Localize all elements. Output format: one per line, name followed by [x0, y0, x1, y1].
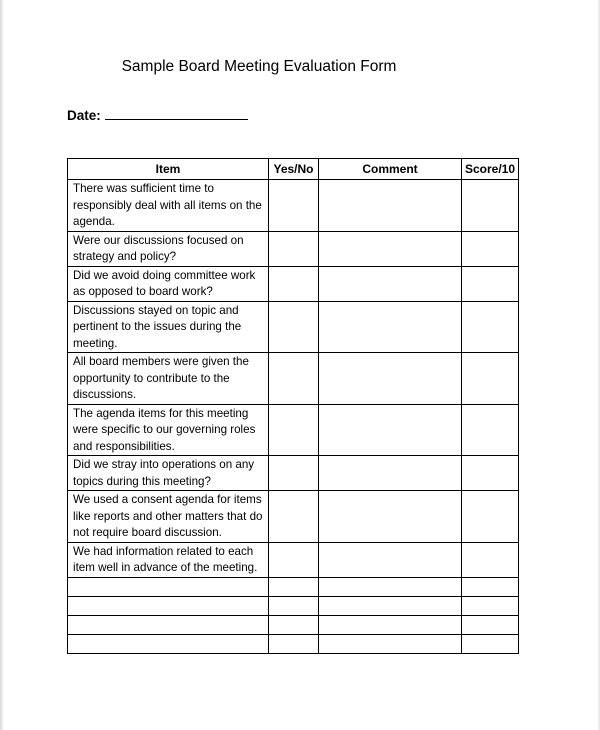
blank-row	[68, 596, 519, 615]
header-item: Item	[68, 159, 269, 180]
table-row	[68, 231, 519, 266]
table-header-row	[68, 159, 519, 180]
table-row	[68, 542, 519, 577]
blank-cell	[269, 634, 319, 653]
blank-row	[68, 615, 519, 634]
item-cell: Did we avoid doing committee work as opposed to board work?	[68, 266, 269, 301]
item-cell: We used a consent agenda for items like reports and other matters that do not require board discussion.	[68, 491, 269, 543]
comment-cell	[319, 266, 462, 301]
score-cell	[462, 404, 519, 456]
table-row	[68, 353, 519, 405]
date-label: Date:	[67, 108, 101, 123]
item-cell: All board members were given the opportunity to contribute to the discussions.	[68, 353, 269, 405]
date-blank-line	[105, 106, 248, 120]
blank-cell	[68, 615, 269, 634]
blank-cell	[269, 577, 319, 596]
yes-no-cell	[269, 180, 319, 232]
table-row	[68, 301, 519, 353]
item-cell: We had information related to each item well in advance of the meeting.	[68, 542, 269, 577]
comment-cell	[319, 301, 462, 353]
comment-cell	[319, 404, 462, 456]
blank-cell	[462, 596, 519, 615]
score-cell	[462, 542, 519, 577]
comment-cell	[319, 353, 462, 405]
comment-cell	[319, 542, 462, 577]
yes-no-cell	[269, 301, 319, 353]
blank-cell	[319, 615, 462, 634]
blank-cell	[68, 634, 269, 653]
comment-cell	[319, 491, 462, 543]
blank-cell	[462, 615, 519, 634]
header-comment: Comment	[319, 159, 462, 180]
item-cell: Discussions stayed on topic and pertinent to the issues during the meeting.	[68, 301, 269, 353]
yes-no-cell	[269, 456, 319, 491]
blank-cell	[319, 634, 462, 653]
blank-cell	[462, 577, 519, 596]
blank-cell	[269, 596, 319, 615]
score-cell	[462, 180, 519, 232]
table-row	[68, 266, 519, 301]
comment-cell	[319, 231, 462, 266]
score-cell	[462, 301, 519, 353]
item-cell: Were our discussions focused on strategy and policy?	[68, 231, 269, 266]
item-cell: There was sufficient time to responsibly deal with all items on the agenda.	[68, 180, 269, 232]
page-edge-shadow	[0, 0, 4, 730]
item-cell: The agenda items for this meeting were specific to our governing roles and responsibilities.	[68, 404, 269, 456]
table-row	[68, 180, 519, 232]
score-cell	[462, 231, 519, 266]
yes-no-cell	[269, 542, 319, 577]
blank-cell	[319, 577, 462, 596]
score-cell	[462, 266, 519, 301]
blank-cell	[462, 634, 519, 653]
table-row	[68, 491, 519, 543]
header-score: Score/10	[462, 159, 519, 180]
item-cell: Did we stray into operations on any topics during this meeting?	[68, 456, 269, 491]
score-cell	[462, 456, 519, 491]
table-row	[68, 404, 519, 456]
yes-no-cell	[269, 353, 319, 405]
score-cell	[462, 353, 519, 405]
document-title: Sample Board Meeting Evaluation Form	[121, 58, 397, 75]
table-row	[68, 456, 519, 491]
comment-cell	[319, 456, 462, 491]
blank-row	[68, 634, 519, 653]
comment-cell	[319, 180, 462, 232]
yes-no-cell	[269, 404, 319, 456]
yes-no-cell	[269, 266, 319, 301]
date-field	[67, 106, 248, 125]
score-cell	[462, 491, 519, 543]
header-yes-no: Yes/No	[269, 159, 319, 180]
evaluation-table	[67, 158, 519, 654]
yes-no-cell	[269, 231, 319, 266]
blank-cell	[68, 577, 269, 596]
blank-cell	[269, 615, 319, 634]
blank-cell	[319, 596, 462, 615]
yes-no-cell	[269, 491, 319, 543]
blank-cell	[68, 596, 269, 615]
blank-row	[68, 577, 519, 596]
